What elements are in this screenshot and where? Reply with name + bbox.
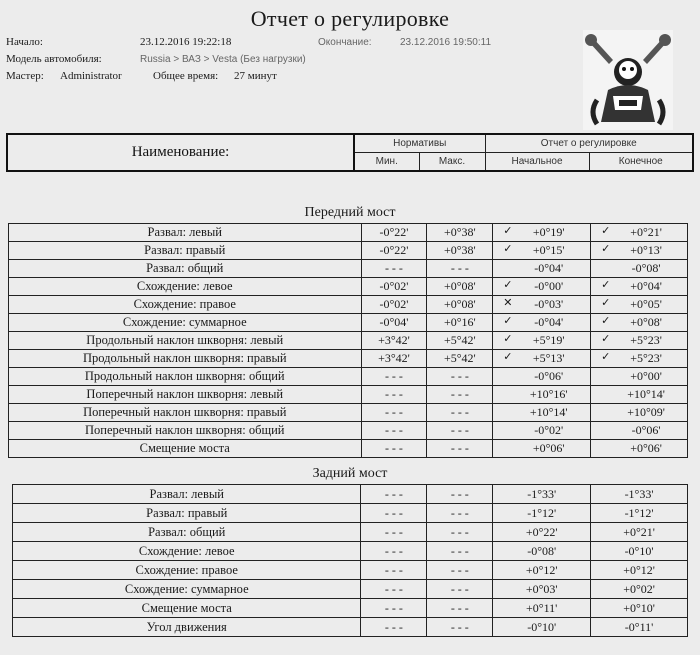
max-value: +5°42' bbox=[427, 332, 493, 350]
min-value: - - - bbox=[361, 580, 427, 599]
front-axle-table bbox=[8, 223, 688, 458]
final-value: ✓ +5°23' bbox=[591, 332, 688, 350]
initial-value: +0°12' bbox=[493, 561, 591, 580]
min-value: +3°42' bbox=[361, 350, 427, 368]
initial-value: -0°10' bbox=[493, 618, 591, 637]
max-value: +0°08' bbox=[427, 278, 493, 296]
status-mark-icon: ✓ bbox=[503, 315, 513, 327]
min-value: -0°22' bbox=[361, 224, 427, 242]
table-row bbox=[9, 242, 688, 260]
final-value: -1°33' bbox=[591, 485, 688, 504]
parameter-name: Поперечный наклон шкворня: правый bbox=[9, 404, 362, 422]
min-value: - - - bbox=[361, 599, 427, 618]
parameter-name: Схождение: суммарное bbox=[13, 580, 361, 599]
status-mark-icon: ✓ bbox=[601, 315, 611, 327]
table-row bbox=[9, 314, 688, 332]
model-label: Модель автомобиля: bbox=[6, 53, 102, 65]
report-column-header: Отчет о регулировке bbox=[485, 134, 693, 153]
parameter-name: Схождение: левое bbox=[9, 278, 362, 296]
max-value: - - - bbox=[427, 485, 493, 504]
parameter-name: Схождение: левое bbox=[13, 542, 361, 561]
table-row bbox=[9, 296, 688, 314]
table-row bbox=[13, 504, 688, 523]
final-value: +10°09' bbox=[591, 404, 688, 422]
initial-value: -0°02' bbox=[493, 422, 591, 440]
parameter-name: Развал: правый bbox=[13, 504, 361, 523]
final-value: +0°06' bbox=[591, 440, 688, 458]
status-mark-icon: ✓ bbox=[503, 333, 513, 345]
min-column-header: Мин. bbox=[354, 153, 419, 172]
initial-value: -0°06' bbox=[493, 368, 591, 386]
start-value: 23.12.2016 19:22:18 bbox=[140, 36, 232, 48]
parameter-name: Развал: левый bbox=[9, 224, 362, 242]
initial-value: ✓ +0°15' bbox=[493, 242, 591, 260]
final-value: -0°06' bbox=[591, 422, 688, 440]
master-value: Administrator bbox=[60, 70, 122, 82]
status-mark-icon: ✓ bbox=[601, 333, 611, 345]
total-time-label: Общее время: bbox=[153, 70, 219, 82]
table-row bbox=[9, 350, 688, 368]
initial-value: ✓ -0°04' bbox=[493, 314, 591, 332]
final-value: ✓ +5°23' bbox=[591, 350, 688, 368]
initial-value: -0°08' bbox=[493, 542, 591, 561]
initial-value: ✓ +5°13' bbox=[493, 350, 591, 368]
max-column-header: Макс. bbox=[419, 153, 485, 172]
initial-value: -1°12' bbox=[493, 504, 591, 523]
max-value: - - - bbox=[427, 618, 493, 637]
min-value: -0°22' bbox=[361, 242, 427, 260]
max-value: +0°16' bbox=[427, 314, 493, 332]
max-value: - - - bbox=[427, 504, 493, 523]
initial-value: ✓ +0°19' bbox=[493, 224, 591, 242]
end-value: 23.12.2016 19:50:11 bbox=[400, 37, 492, 48]
parameter-name: Продольный наклон шкворня: общий bbox=[9, 368, 362, 386]
status-mark-icon: ✓ bbox=[503, 351, 513, 363]
rear-axle-table bbox=[12, 484, 688, 637]
max-value: - - - bbox=[427, 523, 493, 542]
final-value: ✓ +0°13' bbox=[591, 242, 688, 260]
max-value: - - - bbox=[427, 368, 493, 386]
parameter-name: Развал: общий bbox=[9, 260, 362, 278]
parameter-name: Развал: правый bbox=[9, 242, 362, 260]
table-row bbox=[13, 561, 688, 580]
total-time-value: 27 минут bbox=[234, 70, 277, 82]
table-row bbox=[13, 580, 688, 599]
min-value: - - - bbox=[361, 618, 427, 637]
final-value: +0°12' bbox=[591, 561, 688, 580]
table-row bbox=[13, 485, 688, 504]
table-row bbox=[9, 368, 688, 386]
mechanic-wrench-logo-icon bbox=[583, 30, 673, 130]
parameter-name: Смещение моста bbox=[9, 440, 362, 458]
master-label: Мастер: bbox=[6, 70, 44, 82]
initial-value: ✕ -0°03' bbox=[493, 296, 591, 314]
max-value: +0°38' bbox=[427, 224, 493, 242]
name-column-header: Наименование: bbox=[7, 134, 354, 171]
min-value: - - - bbox=[361, 422, 427, 440]
final-value: +0°00' bbox=[591, 368, 688, 386]
model-value: Russia > ВАЗ > Vesta (Без нагрузки) bbox=[140, 54, 306, 65]
parameter-name: Схождение: суммарное bbox=[9, 314, 362, 332]
min-value: - - - bbox=[361, 504, 427, 523]
min-value: - - - bbox=[361, 561, 427, 580]
end-label: Окончание: bbox=[318, 37, 372, 48]
table-row bbox=[9, 260, 688, 278]
table-row bbox=[9, 278, 688, 296]
rear-axle-title: Задний мост bbox=[312, 466, 388, 481]
final-value: ✓ +0°04' bbox=[591, 278, 688, 296]
final-value: +0°10' bbox=[591, 599, 688, 618]
table-header bbox=[6, 133, 694, 172]
initial-value: ✓ -0°00' bbox=[493, 278, 591, 296]
min-value: - - - bbox=[361, 485, 427, 504]
max-value: - - - bbox=[427, 542, 493, 561]
parameter-name: Схождение: правое bbox=[9, 296, 362, 314]
parameter-name: Развал: общий bbox=[13, 523, 361, 542]
min-value: -0°02' bbox=[361, 296, 427, 314]
table-row bbox=[13, 542, 688, 561]
initial-value: -1°33' bbox=[493, 485, 591, 504]
final-value: ✓ +0°08' bbox=[591, 314, 688, 332]
start-label: Начало: bbox=[6, 36, 43, 48]
final-value: ✓ +0°05' bbox=[591, 296, 688, 314]
status-mark-icon: ✓ bbox=[503, 243, 513, 255]
status-mark-icon: ✓ bbox=[601, 225, 611, 237]
min-value: - - - bbox=[361, 404, 427, 422]
status-mark-icon: ✓ bbox=[503, 225, 513, 237]
final-value: -0°10' bbox=[591, 542, 688, 561]
final-value: ✓ +0°21' bbox=[591, 224, 688, 242]
norms-column-header: Нормативы bbox=[354, 134, 485, 153]
table-row bbox=[13, 523, 688, 542]
max-value: +5°42' bbox=[427, 350, 493, 368]
table-row bbox=[9, 404, 688, 422]
parameter-name: Схождение: правое bbox=[13, 561, 361, 580]
parameter-name: Поперечный наклон шкворня: общий bbox=[9, 422, 362, 440]
front-axle-title: Передний мост bbox=[304, 205, 396, 220]
min-value: - - - bbox=[361, 368, 427, 386]
table-row bbox=[9, 440, 688, 458]
min-value: -0°02' bbox=[361, 278, 427, 296]
max-value: - - - bbox=[427, 422, 493, 440]
max-value: - - - bbox=[427, 386, 493, 404]
final-value: -0°08' bbox=[591, 260, 688, 278]
final-value: +10°14' bbox=[591, 386, 688, 404]
final-value: -1°12' bbox=[591, 504, 688, 523]
table-row bbox=[9, 386, 688, 404]
table-row bbox=[9, 224, 688, 242]
min-value: - - - bbox=[361, 440, 427, 458]
final-value: +0°02' bbox=[591, 580, 688, 599]
final-value: +0°21' bbox=[591, 523, 688, 542]
parameter-name: Поперечный наклон шкворня: левый bbox=[9, 386, 362, 404]
table-row bbox=[9, 332, 688, 350]
max-value: - - - bbox=[427, 561, 493, 580]
parameter-name: Угол движения bbox=[13, 618, 361, 637]
initial-value: +0°11' bbox=[493, 599, 591, 618]
initial-column-header: Начальное bbox=[485, 153, 589, 172]
max-value: +0°08' bbox=[427, 296, 493, 314]
status-mark-icon: ✓ bbox=[601, 279, 611, 291]
final-value: -0°11' bbox=[591, 618, 688, 637]
status-mark-icon: ✓ bbox=[503, 279, 513, 291]
initial-value: +0°22' bbox=[493, 523, 591, 542]
table-row bbox=[13, 599, 688, 618]
min-value: - - - bbox=[361, 542, 427, 561]
min-value: - - - bbox=[361, 386, 427, 404]
report-title: Отчет о регулировке bbox=[250, 6, 450, 31]
max-value: - - - bbox=[427, 580, 493, 599]
parameter-name: Продольный наклон шкворня: правый bbox=[9, 350, 362, 368]
min-value: -0°04' bbox=[361, 314, 427, 332]
initial-value: +10°16' bbox=[493, 386, 591, 404]
initial-value: ✓ +5°19' bbox=[493, 332, 591, 350]
initial-value: +0°06' bbox=[493, 440, 591, 458]
status-mark-icon: ✓ bbox=[601, 351, 611, 363]
initial-value: +0°03' bbox=[493, 580, 591, 599]
max-value: - - - bbox=[427, 404, 493, 422]
parameter-name: Развал: левый bbox=[13, 485, 361, 504]
max-value: - - - bbox=[427, 440, 493, 458]
parameter-name: Продольный наклон шкворня: левый bbox=[9, 332, 362, 350]
status-mark-icon: ✕ bbox=[503, 297, 513, 309]
min-value: +3°42' bbox=[361, 332, 427, 350]
min-value: - - - bbox=[361, 523, 427, 542]
final-column-header: Конечное bbox=[589, 153, 693, 172]
status-mark-icon: ✓ bbox=[601, 243, 611, 255]
status-mark-icon: ✓ bbox=[601, 297, 611, 309]
min-value: - - - bbox=[361, 260, 427, 278]
max-value: +0°38' bbox=[427, 242, 493, 260]
initial-value: -0°04' bbox=[493, 260, 591, 278]
parameter-name: Смещение моста bbox=[13, 599, 361, 618]
max-value: - - - bbox=[427, 260, 493, 278]
initial-value: +10°14' bbox=[493, 404, 591, 422]
max-value: - - - bbox=[427, 599, 493, 618]
table-row bbox=[13, 618, 688, 637]
table-row bbox=[9, 422, 688, 440]
